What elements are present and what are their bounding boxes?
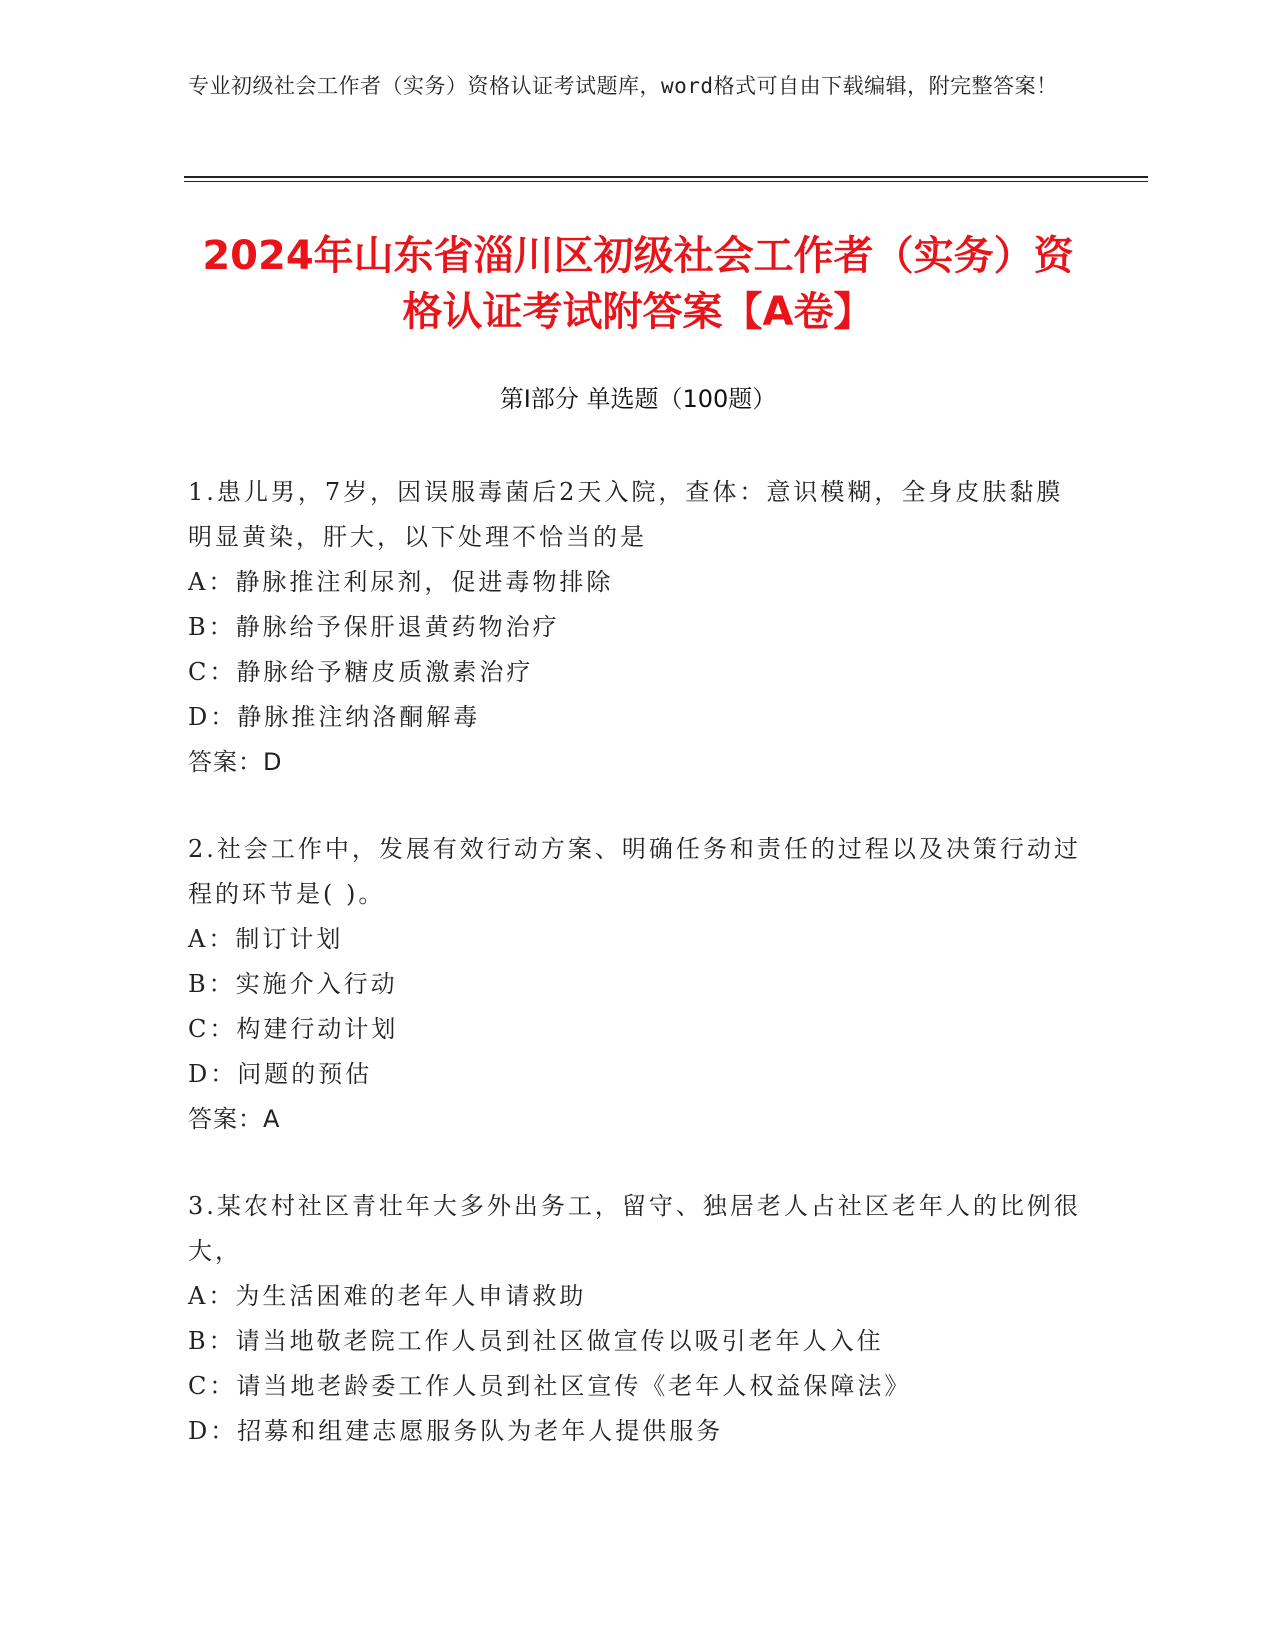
option-d: D：招募和组建志愿服务队为老年人提供服务 — [188, 1417, 724, 1445]
answer-line: 答案：A — [188, 1105, 281, 1133]
option-c: C：静脉给予糖皮质激素治疗 — [188, 658, 534, 686]
option-a: A：静脉推注利尿剂，促进毒物排除 — [188, 568, 614, 596]
option-b: B：实施介入行动 — [188, 970, 398, 998]
answer-line: 答案：D — [188, 748, 283, 776]
question-stem: 3.某农村社区青壮年大多外出务工，留守、独居老人占社区老年人的比例很大， — [188, 1192, 1081, 1265]
question-item — [188, 827, 1088, 1142]
option-c: C：构建行动计划 — [188, 1015, 399, 1043]
option-a: A：制订计划 — [188, 925, 344, 953]
question-stem: 1.患儿男，7岁，因误服毒菌后2天入院，查体：意识模糊，全身皮肤黏膜明显黄染，肝大，以下处理不恰当的是 — [188, 478, 1064, 551]
header-rule-thin — [184, 181, 1148, 182]
question-stem: 2.社会工作中，发展有效行动方案、明确任务和责任的过程以及决策行动过程的环节是( )。 — [188, 835, 1081, 908]
option-c: C：请当地老龄委工作人员到社区宣传《老年人权益保障法》 — [188, 1372, 912, 1400]
option-d: D：问题的预估 — [188, 1060, 373, 1088]
option-d: D：静脉推注纳洛酮解毒 — [188, 703, 481, 731]
header-rule-thick — [184, 176, 1148, 178]
question-item — [188, 470, 1088, 785]
question-list — [188, 470, 1088, 1496]
question-item — [188, 1184, 1088, 1454]
option-b: B：请当地敬老院工作人员到社区做宣传以吸引老年人入住 — [188, 1327, 884, 1355]
option-a: A：为生活困难的老年人申请救助 — [188, 1282, 587, 1310]
header-note: 专业初级社会工作者（实务）资格认证考试题库，word格式可自由下载编辑，附完整答案！ — [188, 74, 1058, 98]
document-title: 2024年山东省淄川区初级社会工作者（实务）资格认证考试附答案【A卷】 — [202, 233, 1074, 335]
option-b: B：静脉给予保肝退黄药物治疗 — [188, 613, 560, 641]
section-heading: 第Ⅰ部分 单选题（100题） — [499, 385, 777, 413]
